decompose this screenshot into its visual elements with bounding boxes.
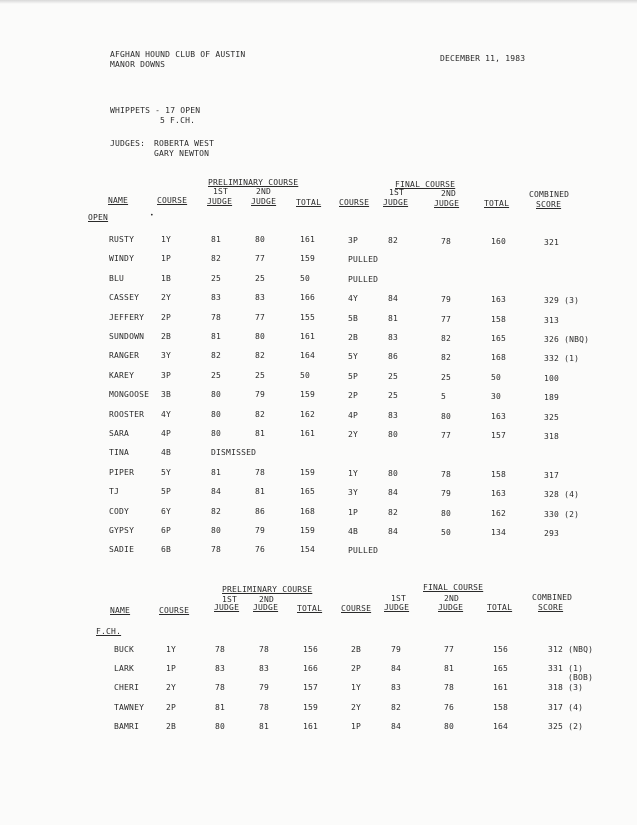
t2-col-name: NAME [110, 606, 131, 615]
t1-col-course: COURSE [157, 196, 188, 205]
cell-total: 159 [300, 467, 316, 477]
cell-j2: 79 [259, 683, 270, 693]
cell-fj1: 81 [388, 313, 399, 323]
t1-j1-bot: JUDGE [207, 197, 233, 206]
cell-ftotal: 168 [491, 353, 507, 363]
cell-ftotal: 164 [493, 721, 509, 731]
cell-combined: 330 (2) [544, 509, 580, 519]
cell-j2: 82 [255, 409, 266, 419]
t1-comb-top: COMBINED [529, 190, 570, 199]
cell-fj2: 76 [444, 702, 455, 712]
cell-fj1: 83 [388, 333, 399, 342]
cell-total: 159 [300, 254, 316, 264]
cell-total: 166 [303, 664, 319, 674]
cell-name: SARA [109, 429, 130, 438]
cell-fj1: 25 [388, 371, 399, 381]
cell-course2: 1P [348, 507, 359, 517]
cell-combined: 293 [544, 529, 560, 538]
cell-course: 4Y [161, 409, 172, 419]
t2-fj2-top: 2ND [444, 594, 460, 603]
t2-j1-top: 1ST [222, 595, 238, 604]
cell-ftotal: 163 [491, 489, 507, 499]
cell-fj2: 77 [441, 431, 452, 440]
cell-fj2: 50 [441, 528, 452, 537]
cell-j1: 80 [211, 429, 222, 438]
t1-comb-bot: SCORE [536, 200, 562, 209]
cell-course2: 2B [348, 333, 359, 342]
cell-total: 154 [300, 545, 316, 555]
cell-ftotal: 160 [491, 237, 507, 246]
cell-j1: 78 [215, 683, 226, 693]
cell-combined: 331 (1) [548, 664, 584, 674]
cell-fj1: 84 [388, 488, 399, 498]
cell-fj1: 83 [388, 410, 399, 420]
cell-fj2: 79 [441, 295, 452, 305]
cell-total: 159 [303, 702, 319, 712]
class-line-1: WHIPPETS - 17 OPEN [110, 106, 201, 115]
t1-j2-top: 2ND [256, 187, 272, 196]
cell-course: 6B [161, 545, 172, 555]
cell-course: 3P [161, 370, 172, 380]
cell-j2: 81 [259, 721, 270, 731]
cell-fj2: 5 [441, 392, 447, 402]
cell-combined: 321 [544, 238, 560, 247]
cell-ftotal: 165 [491, 334, 507, 343]
cell-fj1: 84 [391, 664, 402, 674]
cell-fj2: 80 [441, 411, 452, 421]
cell-j1: 78 [211, 545, 222, 555]
cell-ftotal: 30 [491, 392, 502, 402]
t2-col-total: TOTAL [297, 604, 323, 613]
t1-col-total: TOTAL [296, 198, 322, 207]
cell-fj1: 83 [391, 683, 402, 693]
t1-fj1-top: 1ST [389, 188, 405, 197]
cell-j2: 77 [255, 254, 266, 264]
t2-j1-bot: JUDGE [214, 603, 240, 612]
cell-total: 162 [300, 409, 316, 419]
cell-total: 156 [303, 645, 319, 654]
cell-j2: 80 [255, 235, 266, 244]
cell-course2: 2Y [351, 702, 362, 712]
cell-extra: (BOB) [568, 673, 594, 683]
cell-name: CHERI [114, 683, 140, 693]
cell-total: 159 [300, 390, 316, 400]
judges-label: JUDGES: [110, 139, 146, 148]
cell-course2: 3Y [348, 488, 359, 498]
cell-ftotal: 163 [491, 295, 507, 305]
cell-course: 2Y [166, 683, 177, 693]
cell-j1: 78 [211, 312, 222, 322]
cell-total: 168 [300, 506, 316, 516]
cell-name: KAREY [109, 370, 135, 380]
cell-j1: 25 [211, 273, 222, 283]
cell-total: 161 [300, 235, 316, 244]
cell-fj1: 82 [388, 507, 399, 517]
cell-name: BUCK [114, 645, 135, 654]
cell-total: 50 [300, 273, 311, 283]
cell-name: LARK [114, 664, 135, 674]
cell-j1: DISMISSED [211, 448, 257, 458]
t1-prelim-title: PRELIMINARY COURSE [208, 178, 299, 187]
cell-j1: 81 [211, 332, 222, 341]
cell-course2: 5Y [348, 352, 359, 362]
cell-combined: 318 [544, 432, 560, 441]
cell-combined: 325 (2) [548, 721, 584, 731]
cell-fj2: 78 [441, 237, 452, 246]
cell-course2: 4P [348, 410, 359, 420]
cell-course2: PULLED [348, 274, 379, 284]
cell-ftotal: 163 [491, 411, 507, 421]
cell-ftotal: 158 [491, 314, 507, 324]
cell-name: GYPSY [109, 526, 135, 535]
cell-j2: 25 [255, 370, 266, 380]
cell-ftotal: 158 [493, 702, 509, 712]
t2-prelim-title: PRELIMINARY COURSE [222, 585, 313, 594]
t2-col-course: COURSE [159, 606, 190, 615]
cell-course2: 2P [348, 391, 359, 401]
cell-fj2: 77 [444, 645, 455, 654]
cell-j2: 83 [255, 293, 266, 303]
cell-course: 2B [161, 332, 172, 341]
cell-combined: 328 (4) [544, 490, 580, 500]
cell-name: BLU [109, 273, 125, 283]
event-date: DECEMBER 11, 1983 [440, 54, 526, 63]
cell-name: SUNDOWN [109, 332, 145, 341]
t1-section-label: OPEN [88, 213, 109, 222]
org-name: AFGHAN HOUND CLUB OF AUSTIN [110, 50, 246, 59]
t1-fj1-bot: JUDGE [383, 198, 409, 207]
cell-course2: 2Y [348, 430, 359, 439]
cell-course: 1B [161, 273, 172, 283]
cell-fj1: 82 [388, 236, 399, 245]
cell-combined: 312 (NBQ) [548, 645, 594, 654]
cell-ftotal: 158 [491, 469, 507, 479]
cell-fj2: 25 [441, 372, 452, 382]
t2-fj2-bot: JUDGE [438, 603, 464, 612]
venue-name: MANOR DOWNS [110, 60, 166, 69]
cell-total: 155 [300, 312, 316, 322]
cell-fj1: 84 [388, 294, 399, 304]
cell-course: 2P [166, 702, 177, 712]
cell-fj1: 79 [391, 645, 402, 654]
cell-total: 164 [300, 351, 316, 361]
t2-fj1-bot: JUDGE [384, 603, 410, 612]
cell-ftotal: 161 [493, 683, 509, 693]
cell-combined: 189 [544, 393, 560, 403]
cell-j2: 86 [255, 506, 266, 516]
cell-j1: 80 [211, 390, 222, 400]
cell-name: WINDY [109, 254, 135, 264]
cell-total: 165 [300, 487, 316, 497]
cell-j2: 25 [255, 273, 266, 283]
cell-j2: 83 [259, 664, 270, 674]
cell-j1: 78 [215, 645, 226, 654]
cell-course: 4B [161, 448, 172, 458]
cell-fj1: 84 [391, 721, 402, 731]
cell-name: CODY [109, 506, 130, 516]
cell-name: ROOSTER [109, 409, 145, 419]
cell-course2: 3P [348, 236, 359, 245]
cell-course: 1Y [161, 235, 172, 244]
cell-j1: 83 [215, 664, 226, 674]
cell-name: PIPER [109, 467, 135, 477]
t2-comb-top: COMBINED [532, 593, 573, 602]
cell-fj1: 80 [388, 468, 399, 478]
cell-fj2: 80 [441, 508, 452, 518]
t2-fj1-top: 1ST [391, 594, 407, 603]
cell-course2: 1P [351, 721, 362, 731]
judge-2: GARY NEWTON [154, 149, 210, 158]
cell-j2: 77 [255, 312, 266, 322]
t1-bullet: • [150, 212, 154, 219]
cell-name: BAMRI [114, 721, 140, 731]
t1-col-ftotal: TOTAL [484, 199, 510, 208]
cell-name: RANGER [109, 351, 140, 361]
cell-ftotal: 157 [491, 431, 507, 440]
cell-fj2: 77 [441, 314, 452, 324]
cell-fj2: 82 [441, 334, 452, 343]
cell-j2: 81 [255, 429, 266, 438]
cell-fj1: 25 [388, 391, 399, 401]
cell-course: 2B [166, 721, 177, 731]
t1-j1-top: 1ST [213, 187, 229, 196]
cell-name: SADIE [109, 545, 135, 555]
cell-j1: 84 [211, 487, 222, 497]
cell-course2: 1Y [348, 468, 359, 478]
cell-course: 3B [161, 390, 172, 400]
cell-combined: 325 [544, 412, 560, 422]
cell-name: RUSTY [109, 235, 135, 244]
cell-course2: 5B [348, 313, 359, 323]
scan-edge [0, 0, 637, 4]
cell-j2: 78 [259, 645, 270, 654]
cell-course2: PULLED [348, 546, 379, 556]
cell-j1: 81 [211, 467, 222, 477]
t1-col-course2: COURSE [339, 198, 370, 207]
cell-total: 166 [300, 293, 316, 303]
cell-j1: 25 [211, 370, 222, 380]
cell-course: 5P [161, 487, 172, 497]
cell-name: TAWNEY [114, 702, 145, 712]
cell-course: 4P [161, 429, 172, 438]
cell-course: 3Y [161, 351, 172, 361]
cell-course2: 2P [351, 664, 362, 674]
cell-total: 161 [300, 332, 316, 341]
cell-ftotal: 165 [493, 664, 509, 674]
cell-fj2: 80 [444, 721, 455, 731]
t1-fj2-top: 2ND [441, 189, 457, 198]
cell-j2: 78 [259, 702, 270, 712]
t2-final-title: FINAL COURSE [423, 583, 484, 592]
cell-fj2: 78 [444, 683, 455, 693]
cell-ftotal: 162 [491, 508, 507, 518]
cell-combined: 317 [544, 470, 560, 480]
cell-course: 1P [161, 254, 172, 264]
cell-fj2: 82 [441, 353, 452, 363]
t2-col-course2: COURSE [341, 604, 372, 613]
cell-combined: 329 (3) [544, 296, 580, 306]
cell-j2: 80 [255, 332, 266, 341]
t1-final-title: FINAL COURSE [395, 180, 456, 189]
cell-fj2: 79 [441, 489, 452, 499]
cell-total: 161 [303, 721, 319, 731]
cell-fj1: 86 [388, 352, 399, 362]
cell-course2: 5P [348, 371, 359, 381]
t2-comb-bot: SCORE [538, 603, 564, 612]
t1-j2-bot: JUDGE [251, 197, 277, 206]
cell-combined: 317 (4) [548, 702, 584, 712]
cell-course: 1P [166, 664, 177, 674]
cell-fj2: 81 [444, 664, 455, 674]
class-line-2: 5 F.CH. [160, 116, 196, 125]
cell-course: 6P [161, 526, 172, 535]
cell-name: CASSEY [109, 293, 140, 303]
cell-j2: 81 [255, 487, 266, 497]
cell-course2: 4Y [348, 294, 359, 304]
cell-course: 2Y [161, 293, 172, 303]
cell-j2: 78 [255, 467, 266, 477]
cell-ftotal: 156 [493, 645, 509, 654]
cell-course2: 2B [351, 645, 362, 654]
cell-j2: 79 [255, 390, 266, 400]
t2-col-ftotal: TOTAL [487, 603, 513, 612]
judge-1: ROBERTA WEST [154, 139, 215, 148]
cell-name: TJ [109, 487, 120, 497]
cell-course2: PULLED [348, 255, 379, 265]
cell-j1: 81 [215, 702, 226, 712]
cell-name: TINA [109, 448, 130, 458]
cell-total: 50 [300, 370, 311, 380]
cell-j1: 83 [211, 293, 222, 303]
t2-j2-top: 2ND [259, 595, 275, 604]
cell-course: 5Y [161, 467, 172, 477]
cell-name: JEFFERY [109, 312, 145, 322]
cell-total: 159 [300, 526, 316, 535]
t1-fj2-bot: JUDGE [434, 199, 460, 208]
cell-course2: 4B [348, 527, 359, 536]
cell-combined: 332 (1) [544, 354, 580, 364]
cell-j1: 82 [211, 351, 222, 361]
cell-j1: 80 [211, 526, 222, 535]
cell-name: MONGOOSE [109, 390, 150, 400]
cell-course: 1Y [166, 645, 177, 654]
cell-combined: 326 (NBQ) [544, 335, 590, 344]
t1-col-name: NAME [108, 196, 129, 205]
cell-combined: 318 (3) [548, 683, 584, 693]
cell-j2: 79 [255, 526, 266, 535]
cell-total: 157 [303, 683, 319, 693]
cell-course: 6Y [161, 506, 172, 516]
cell-j1: 82 [211, 254, 222, 264]
t2-section-label: F.CH. [96, 627, 122, 636]
t2-j2-bot: JUDGE [253, 603, 279, 612]
cell-fj1: 84 [388, 527, 399, 536]
cell-j1: 81 [211, 235, 222, 244]
cell-ftotal: 50 [491, 372, 502, 382]
cell-combined: 313 [544, 315, 560, 325]
cell-j1: 82 [211, 506, 222, 516]
cell-j2: 76 [255, 545, 266, 555]
cell-j1: 80 [215, 721, 226, 731]
cell-total: 161 [300, 429, 316, 438]
cell-j1: 80 [211, 409, 222, 419]
cell-fj1: 80 [388, 430, 399, 439]
cell-course: 2P [161, 312, 172, 322]
cell-fj1: 82 [391, 702, 402, 712]
cell-ftotal: 134 [491, 528, 507, 537]
cell-fj2: 78 [441, 469, 452, 479]
cell-course2: 1Y [351, 683, 362, 693]
cell-j2: 82 [255, 351, 266, 361]
cell-combined: 100 [544, 373, 560, 383]
